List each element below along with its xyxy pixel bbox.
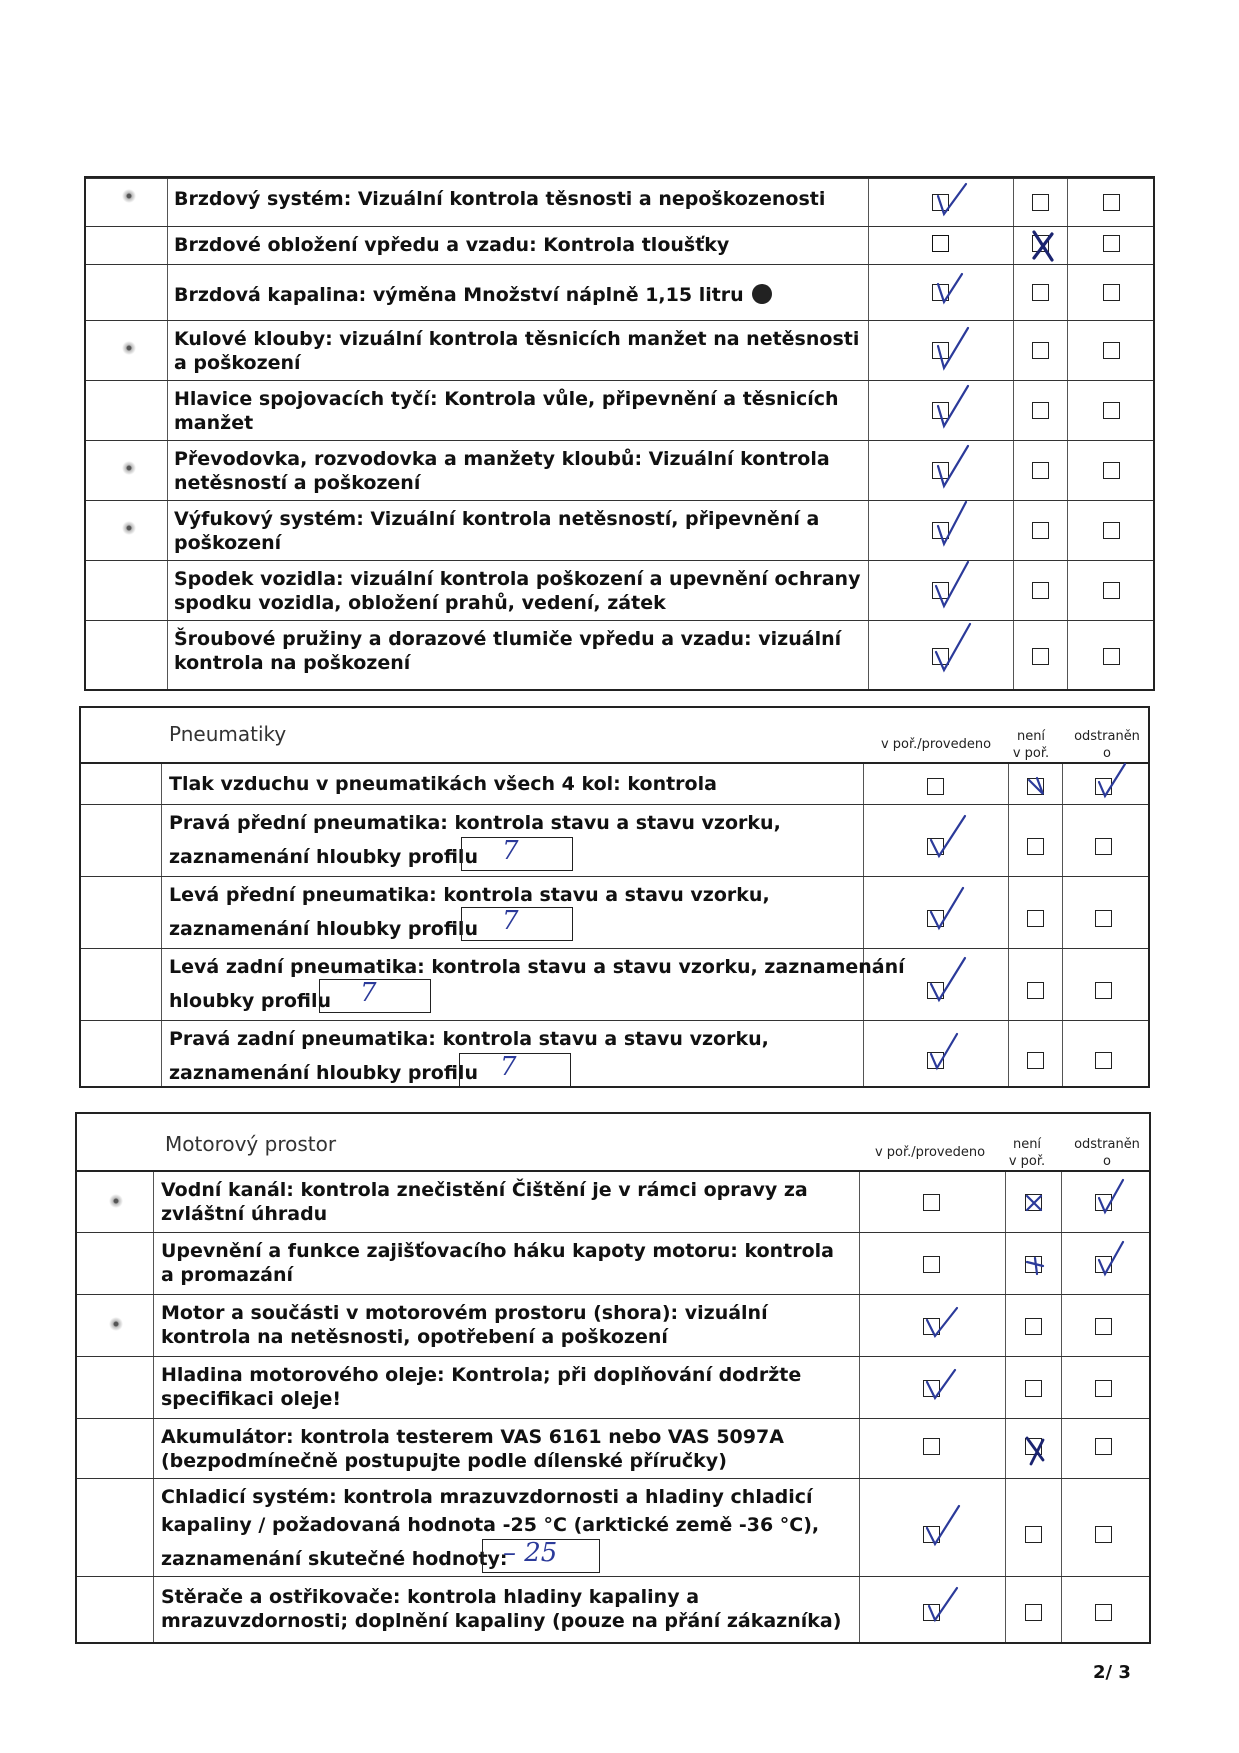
table-row <box>86 178 1153 226</box>
row-label: zaznamenání skutečné hodnoty: <box>161 1548 508 1570</box>
checkbox-not-ok[interactable] <box>1025 1380 1042 1397</box>
checkbox-fixed[interactable] <box>1095 1052 1112 1069</box>
row-label: Pravá přední pneumatika: kontrola stavu a stavu vzorku, <box>169 812 781 834</box>
eye-icon <box>109 1317 123 1331</box>
row-label: Brzdové obložení vpředu a vzadu: Kontrola tloušťky <box>174 234 730 256</box>
eye-icon <box>122 189 136 203</box>
checkbox-fixed[interactable] <box>1095 982 1112 999</box>
col-header-line: není <box>1012 1137 1042 1152</box>
checkbox-ok[interactable] <box>927 838 944 855</box>
tread-depth-field[interactable] <box>461 907 573 941</box>
checkbox-ok[interactable] <box>923 1318 940 1335</box>
checkbox-fixed[interactable] <box>1103 402 1120 419</box>
row-label: Upevnění a funkce zajišťovacího háku kapoty motoru: kontrola a promazání <box>161 1240 835 1286</box>
row-label: Spodek vozidla: vizuální kontrola poškození a upevnění ochrany spodku vozidla, obložení prahů, vedení, zátek <box>174 568 861 614</box>
table-row <box>86 620 1153 691</box>
table-row <box>86 226 1153 264</box>
checkbox-not-ok[interactable] <box>1027 982 1044 999</box>
table-row <box>81 948 1148 1020</box>
tread-depth-value: 7 <box>502 836 519 866</box>
row-label: Vodní kanál: kontrola znečistění Čištění je v rámci opravy za zvláštní úhradu <box>161 1179 808 1225</box>
col-header-line: v poř. <box>1008 1154 1046 1169</box>
col-header-line: není <box>1016 729 1046 744</box>
checkbox-ok[interactable] <box>923 1380 940 1397</box>
table-row <box>86 264 1153 320</box>
col-header-line: o <box>1103 1154 1111 1169</box>
col-header-not-ok <box>1001 728 1061 762</box>
row-label: kapaliny / požadovaná hodnota -25 °C (arktické země -36 °C), <box>161 1514 820 1536</box>
row-label: Stěrače a ostřikovače: kontrola hladiny kapaliny a mrazuvzdornosti; doplnění kapaliny (pouze na přání zákazníka) <box>161 1586 842 1632</box>
col-header-fixed <box>1067 728 1147 762</box>
checkbox-fixed[interactable] <box>1095 1318 1112 1335</box>
row-label: Kulové klouby: vizuální kontrola těsnicích manžet na netěsnosti a poškození <box>174 328 860 374</box>
row-label: hloubky profilu <box>169 990 332 1012</box>
eye-icon <box>109 1194 123 1208</box>
row-label: Levá zadní pneumatika: kontrola stavu a stavu vzorku, zaznamenání <box>169 956 905 978</box>
row-label: Motor a součásti v motorovém prostoru (shora): vizuální kontrola na netěsnosti, opotřebení a poškození <box>161 1302 768 1348</box>
tread-depth-value: 7 <box>502 906 519 936</box>
checkbox-ok[interactable] <box>927 1052 944 1069</box>
checkbox-ok[interactable] <box>927 982 944 999</box>
row-label: Pravá zadní pneumatika: kontrola stavu a stavu vzorku, <box>169 1028 769 1050</box>
checkbox-ok[interactable] <box>923 1256 940 1273</box>
checkbox-ok[interactable] <box>932 402 949 419</box>
coolant-value: – 25 <box>503 1538 558 1568</box>
table-row <box>77 1356 1149 1418</box>
row-label: zaznamenání hloubky profilu <box>169 918 478 940</box>
section-engine-table <box>75 1112 1151 1644</box>
row-label: Tlak vzduchu v pneumatikách všech 4 kol: kontrola <box>169 773 717 795</box>
table-row <box>77 1232 1149 1294</box>
checkbox-ok[interactable] <box>932 194 949 211</box>
section-title: Pneumatiky <box>169 722 287 746</box>
checkbox-fixed[interactable] <box>1095 1604 1112 1621</box>
table-row <box>77 1294 1149 1356</box>
checkbox-ok[interactable] <box>923 1604 940 1621</box>
col-header-ok: v poř./provedeno <box>880 737 992 752</box>
checkbox-not-ok[interactable] <box>1032 648 1049 665</box>
checkbox-not-ok[interactable] <box>1032 462 1049 479</box>
checkbox-ok[interactable] <box>923 1194 940 1211</box>
checkbox-not-ok[interactable] <box>1027 838 1044 855</box>
tread-depth-field[interactable] <box>461 837 573 871</box>
checkbox-not-ok[interactable] <box>1032 235 1049 252</box>
tread-depth-value: 7 <box>500 1052 517 1082</box>
table-row <box>86 560 1153 620</box>
checkbox-not-ok[interactable] <box>1032 522 1049 539</box>
checkbox-fixed[interactable] <box>1103 522 1120 539</box>
checkbox-fixed[interactable] <box>1103 582 1120 599</box>
row-label: Výfukový systém: Vizuální kontrola netěsností, připevnění a poškození <box>174 508 820 554</box>
checkbox-fixed[interactable] <box>1103 648 1120 665</box>
eye-icon <box>122 521 136 535</box>
checkbox-ok[interactable] <box>932 582 949 599</box>
row-label: Převodovka, rozvodovka a manžety kloubů: Vizuální kontrola netěsností a poškození <box>174 448 830 494</box>
section-brakes-table <box>84 176 1155 691</box>
checkbox-fixed[interactable] <box>1095 1526 1112 1543</box>
checkbox-not-ok[interactable] <box>1025 1256 1042 1273</box>
table-row <box>81 876 1148 948</box>
tread-depth-value: 7 <box>360 978 377 1008</box>
checkbox-not-ok[interactable] <box>1025 1438 1042 1455</box>
col-header-line: odstraněn <box>1074 729 1140 744</box>
checkbox-fixed[interactable] <box>1103 462 1120 479</box>
checkbox-ok[interactable] <box>932 284 949 301</box>
checkbox-not-ok[interactable] <box>1027 778 1044 795</box>
row-label: Chladicí systém: kontrola mrazuvzdornosti a hladiny chladicí <box>161 1486 813 1508</box>
col-header-fixed <box>1067 1136 1147 1170</box>
col-header-line: o <box>1103 746 1111 761</box>
checkbox-fixed[interactable] <box>1103 284 1120 301</box>
col-header-not-ok <box>997 1136 1057 1170</box>
coolant-value-field[interactable] <box>482 1539 600 1573</box>
row-label: Brzdový systém: Vizuální kontrola těsnosti a nepoškozenosti <box>174 188 826 210</box>
checkbox-not-ok[interactable] <box>1032 194 1049 211</box>
col-header-line: v poř. <box>1012 746 1050 761</box>
eye-icon <box>122 341 136 355</box>
checkbox-fixed[interactable] <box>1095 1380 1112 1397</box>
row-label-text: Brzdová kapalina: výměna Množství náplně 1,15 litru <box>174 284 744 306</box>
row-label: zaznamenání hloubky profilu <box>169 1062 478 1084</box>
checkbox-fixed[interactable] <box>1103 194 1120 211</box>
checkbox-fixed[interactable] <box>1095 1438 1112 1455</box>
checkbox-fixed[interactable] <box>1095 910 1112 927</box>
checkbox-not-ok[interactable] <box>1027 910 1044 927</box>
checkbox-fixed[interactable] <box>1095 778 1112 795</box>
section-title: Motorový prostor <box>165 1132 337 1156</box>
table-row <box>77 1478 1149 1576</box>
checkbox-not-ok[interactable] <box>1032 284 1049 301</box>
table-row <box>77 1418 1149 1478</box>
row-label: Levá přední pneumatika: kontrola stavu a stavu vzorku, <box>169 884 770 906</box>
table-row <box>77 1172 1149 1232</box>
col-header-ok: v poř./provedeno <box>874 1145 986 1160</box>
checkbox-not-ok[interactable] <box>1032 582 1049 599</box>
checkbox-ok[interactable] <box>927 910 944 927</box>
checkbox-ok[interactable] <box>932 648 949 665</box>
checkbox-not-ok[interactable] <box>1025 1194 1042 1211</box>
table-row <box>86 440 1153 500</box>
table-row <box>86 380 1153 440</box>
table-row <box>81 1020 1148 1088</box>
eye-icon <box>122 461 136 475</box>
checkbox-not-ok[interactable] <box>1025 1526 1042 1543</box>
tread-depth-field[interactable] <box>319 979 431 1013</box>
checkbox-not-ok[interactable] <box>1032 402 1049 419</box>
checkbox-ok[interactable] <box>932 235 949 252</box>
checkbox-ok[interactable] <box>927 778 944 795</box>
checkbox-fixed[interactable] <box>1095 1194 1112 1211</box>
checkbox-not-ok[interactable] <box>1025 1604 1042 1621</box>
checkbox-ok[interactable] <box>932 522 949 539</box>
checkbox-not-ok[interactable] <box>1027 1052 1044 1069</box>
checkbox-ok[interactable] <box>923 1438 940 1455</box>
section-tires-table <box>79 706 1150 1088</box>
tread-depth-field[interactable] <box>459 1053 571 1087</box>
row-label <box>168 281 868 320</box>
row-label: zaznamenání hloubky profilu <box>169 846 478 868</box>
table-row <box>81 804 1148 876</box>
row-label: Akumulátor: kontrola testerem VAS 6161 nebo VAS 5097A (bezpodmínečně postupujte podle dílenské příručky) <box>161 1426 784 1472</box>
table-row <box>81 764 1148 804</box>
checkbox-not-ok[interactable] <box>1025 1318 1042 1335</box>
checkbox-ok[interactable] <box>932 342 949 359</box>
checkbox-not-ok[interactable] <box>1032 342 1049 359</box>
row-label: Hlavice spojovacích tyčí: Kontrola vůle, připevnění a těsnicích manžet <box>174 388 839 434</box>
row-label: Šroubové pružiny a dorazové tlumiče vpředu a vzadu: vizuální kontrola na poškození <box>174 628 842 674</box>
row-label: Hladina motorového oleje: Kontrola; při doplňování dodržte specifikaci oleje! <box>161 1364 802 1410</box>
table-row <box>86 500 1153 560</box>
checkbox-ok[interactable] <box>923 1526 940 1543</box>
table-row <box>77 1576 1149 1644</box>
col-header-line: odstraněn <box>1074 1137 1140 1152</box>
checkbox-fixed[interactable] <box>1095 838 1112 855</box>
checkbox-ok[interactable] <box>932 462 949 479</box>
checkbox-fixed[interactable] <box>1095 1256 1112 1273</box>
table-row <box>86 320 1153 380</box>
checkbox-fixed[interactable] <box>1103 235 1120 252</box>
page-number: 2/ 3 <box>1093 1662 1131 1683</box>
disc-icon <box>752 284 772 304</box>
checkbox-fixed[interactable] <box>1103 342 1120 359</box>
